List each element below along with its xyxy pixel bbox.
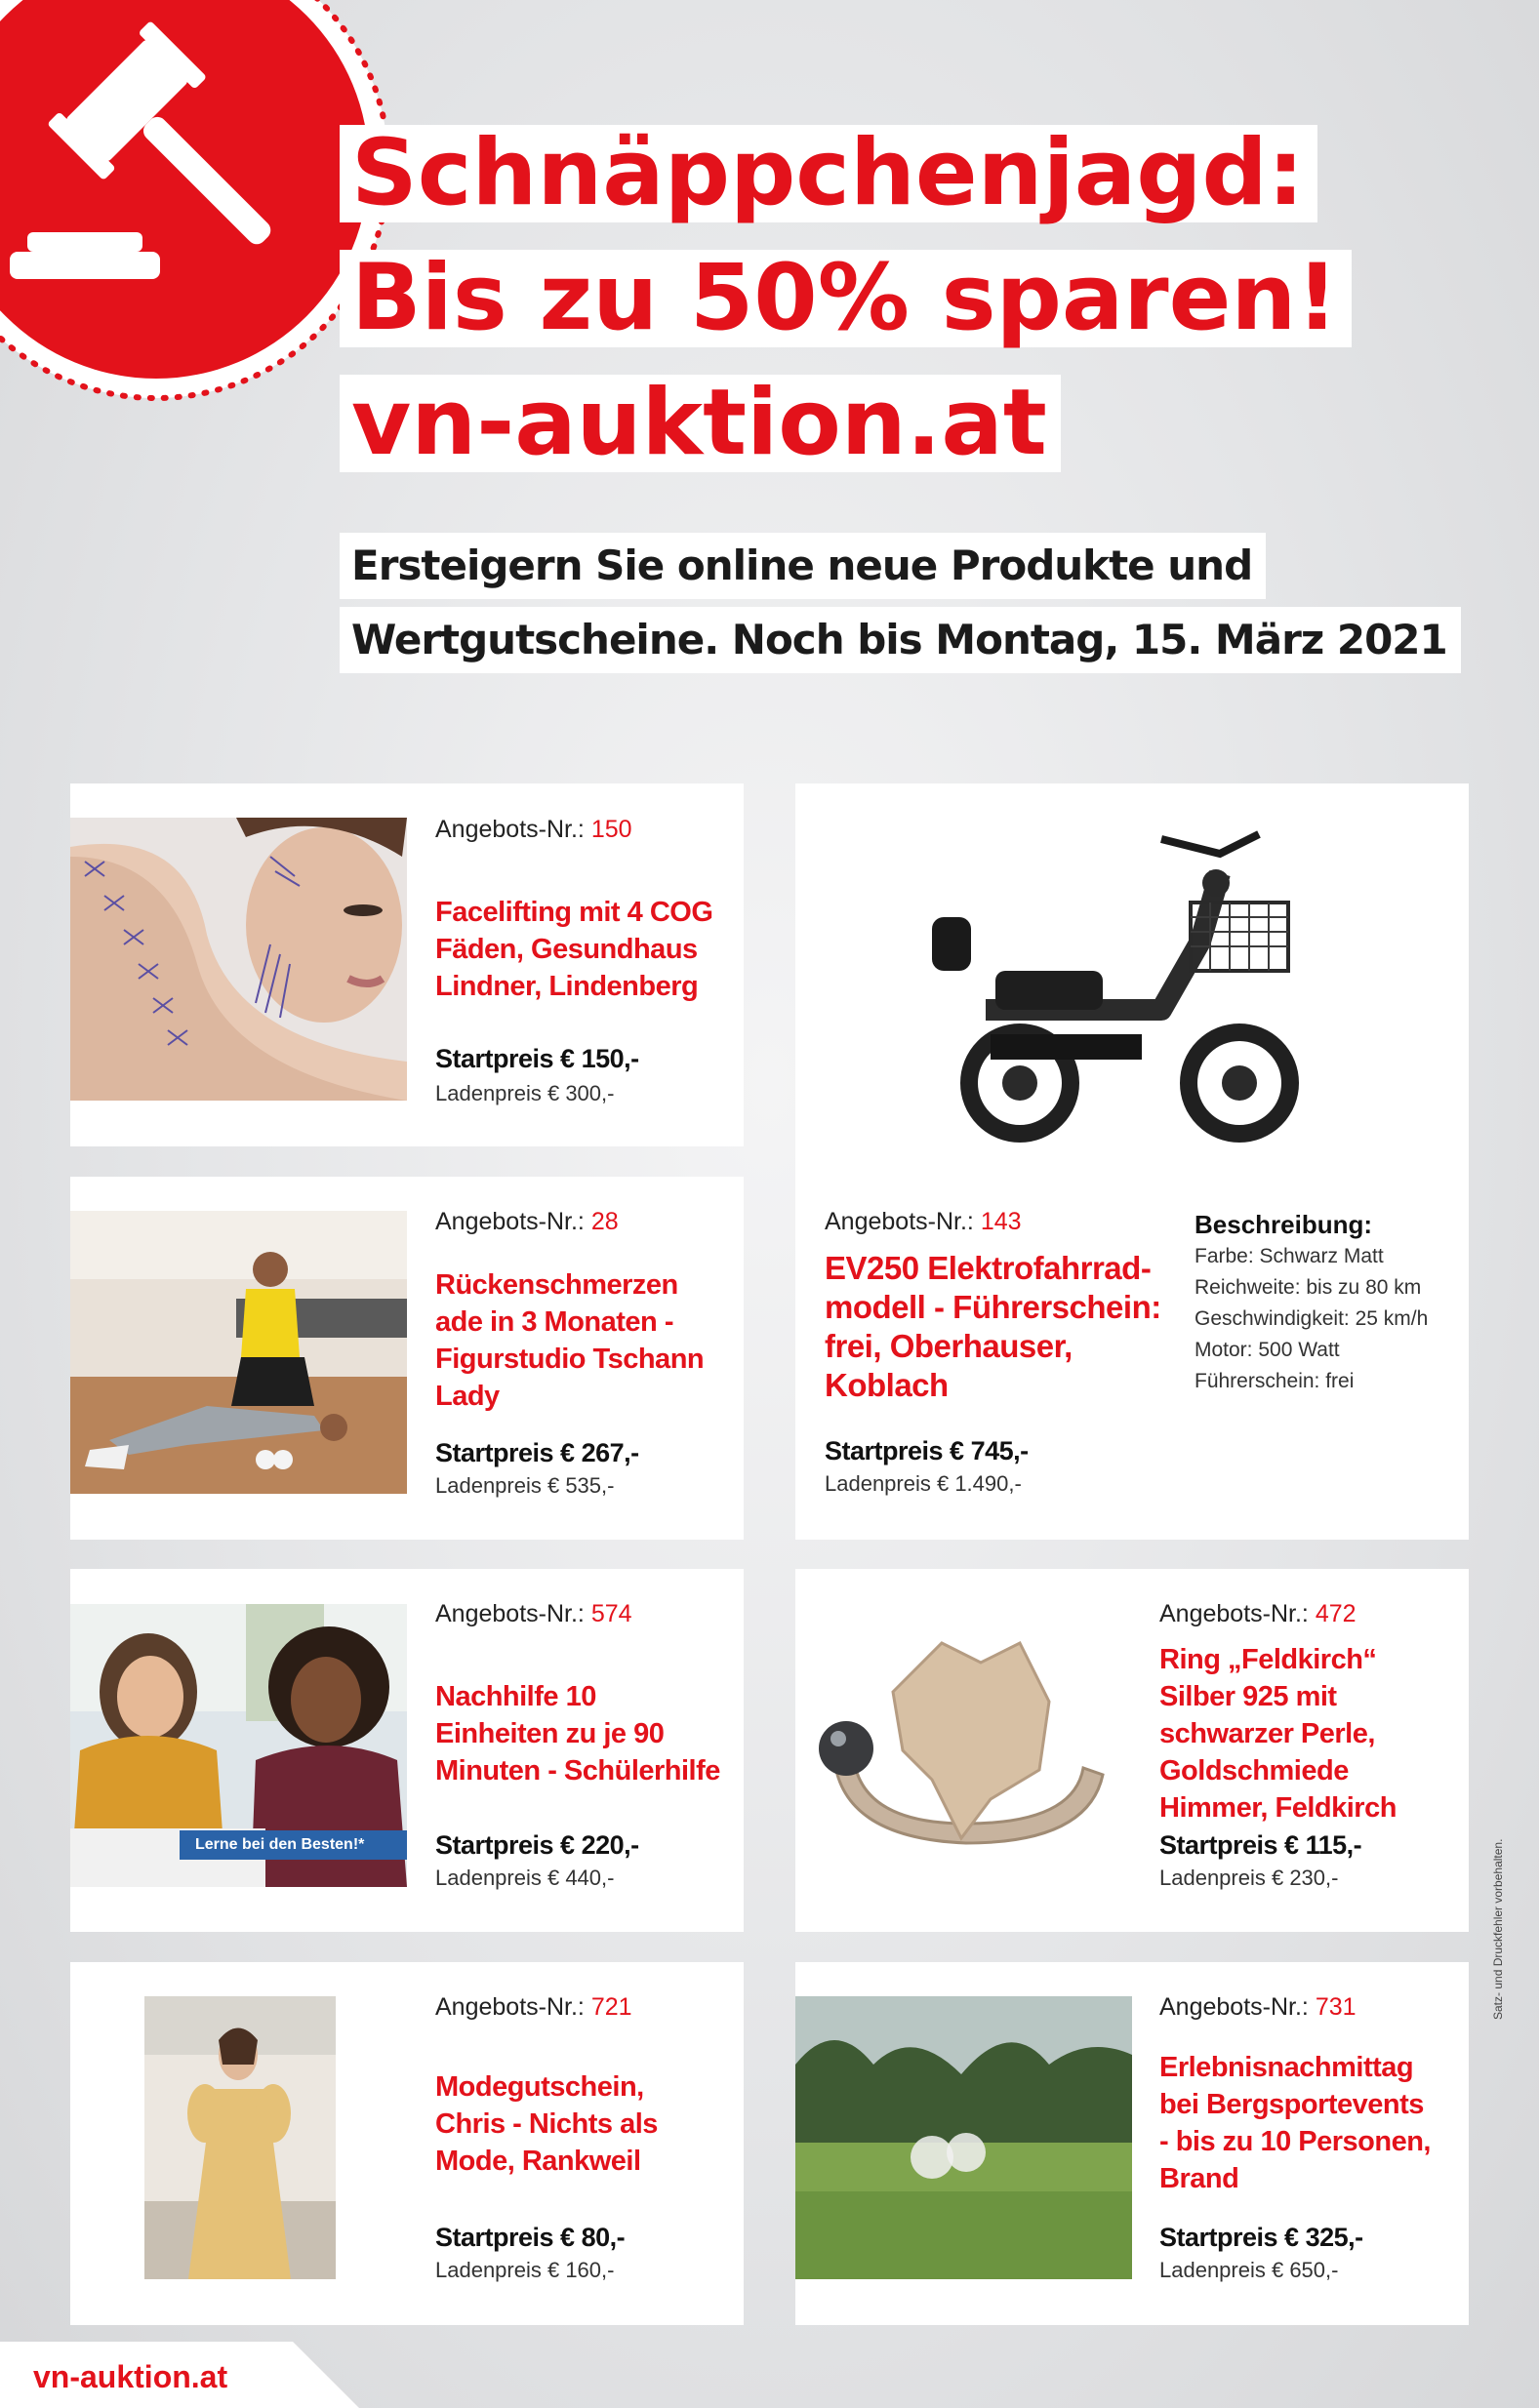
disclaimer: Satz- und Druckfehler vorbehalten. (1491, 1838, 1505, 2020)
start-price: Startpreis € 80,- (435, 2223, 626, 2252)
offer-title[interactable]: Erlebnisnachmittag bei Bergsportevents - bis zu 10 Personen, Brand (1159, 2052, 1431, 2194)
footer-url[interactable]: vn-auktion.at (33, 2359, 228, 2394)
offer-number: Angebots-Nr.: 574 (435, 1600, 632, 1627)
subheadline-line-1: Ersteigern Sie online neue Produkte und (340, 533, 1266, 599)
retail-price: Ladenpreis € 650,- (1159, 2258, 1339, 2282)
headline-line-2: Bis zu 50% sparen! (340, 250, 1352, 347)
offer-number: Angebots-Nr.: 721 (435, 1993, 632, 2021)
retail-price: Ladenpreis € 300,- (435, 1081, 615, 1105)
retail-price: Ladenpreis € 230,- (1159, 1866, 1339, 1890)
start-price: Startpreis € 115,- (1159, 1830, 1362, 1860)
offer-title[interactable]: Rückenschmerzen ade in 3 Monaten - Figurstudio Tschann Lady (435, 1269, 705, 1412)
start-price: Startpreis € 267,- (435, 1438, 639, 1467)
offer-image-fitness (70, 1211, 407, 1494)
offer-image-facelifting (70, 818, 407, 1101)
retail-price: Ladenpreis € 160,- (435, 2258, 615, 2282)
start-price: Startpreis € 150,- (435, 1044, 639, 1073)
subheadline-line-2: Wertgutscheine. Noch bis Montag, 15. März 2021 (340, 607, 1461, 673)
offer-number: Angebots-Nr.: 731 (1159, 1993, 1357, 2021)
offer-number: Angebots-Nr.: 472 (1159, 1600, 1357, 1627)
description-heading: Beschreibung: (1195, 1210, 1373, 1239)
offer-image-ebike (927, 824, 1317, 1146)
offer-number: Angebots-Nr.: 143 (825, 1208, 1022, 1235)
retail-price: Ladenpreis € 1.490,- (825, 1471, 1022, 1496)
offer-image-bubble-football (795, 1996, 1132, 2279)
retail-price: Ladenpreis € 535,- (435, 1473, 615, 1498)
offer-image-tutoring (70, 1604, 407, 1887)
start-price: Startpreis € 220,- (435, 1830, 639, 1860)
start-price: Startpreis € 745,- (825, 1436, 1029, 1465)
offer-number: Angebots-Nr.: 150 (435, 816, 632, 843)
headline-url[interactable]: vn-auktion.at (340, 375, 1061, 472)
offer-number: Angebots-Nr.: 28 (435, 1208, 619, 1235)
start-price: Startpreis € 325,- (1159, 2223, 1363, 2252)
offer-image-fashion (144, 1996, 336, 2279)
description-list: Farbe: Schwarz Matt Reichweite: bis zu 80 km Geschwindigkeit: 25 km/h Motor: 500 Watt Führerschein: frei (1195, 1245, 1429, 1392)
offer-title[interactable]: Nachhilfe 10 Einheiten zu je 90 Minuten - Schülerhilfe (435, 1681, 720, 1786)
offer-title[interactable]: Facelifting mit 4 COG Fäden, Gesundhaus Lindner, Lindenberg (435, 897, 713, 1002)
offer-title[interactable]: EV250 Elektrofahrrad- modell - Führerschein: frei, Oberhauser, Koblach (825, 1250, 1161, 1403)
offer-title[interactable]: Modegutschein, Chris - Nichts als Mode, Rankweil (435, 2071, 658, 2177)
headline-line-1: Schnäppchenjagd: (340, 125, 1317, 222)
retail-price: Ladenpreis € 440,- (435, 1866, 615, 1890)
offer-title[interactable]: Ring „Feldkirch“ Silber 925 mit schwarzer Perle, Goldschmiede Himmer, Feldkirch (1159, 1644, 1397, 1824)
image-banner: Lerne bei den Besten!* (180, 1830, 407, 1860)
offer-image-ring (795, 1604, 1132, 1887)
